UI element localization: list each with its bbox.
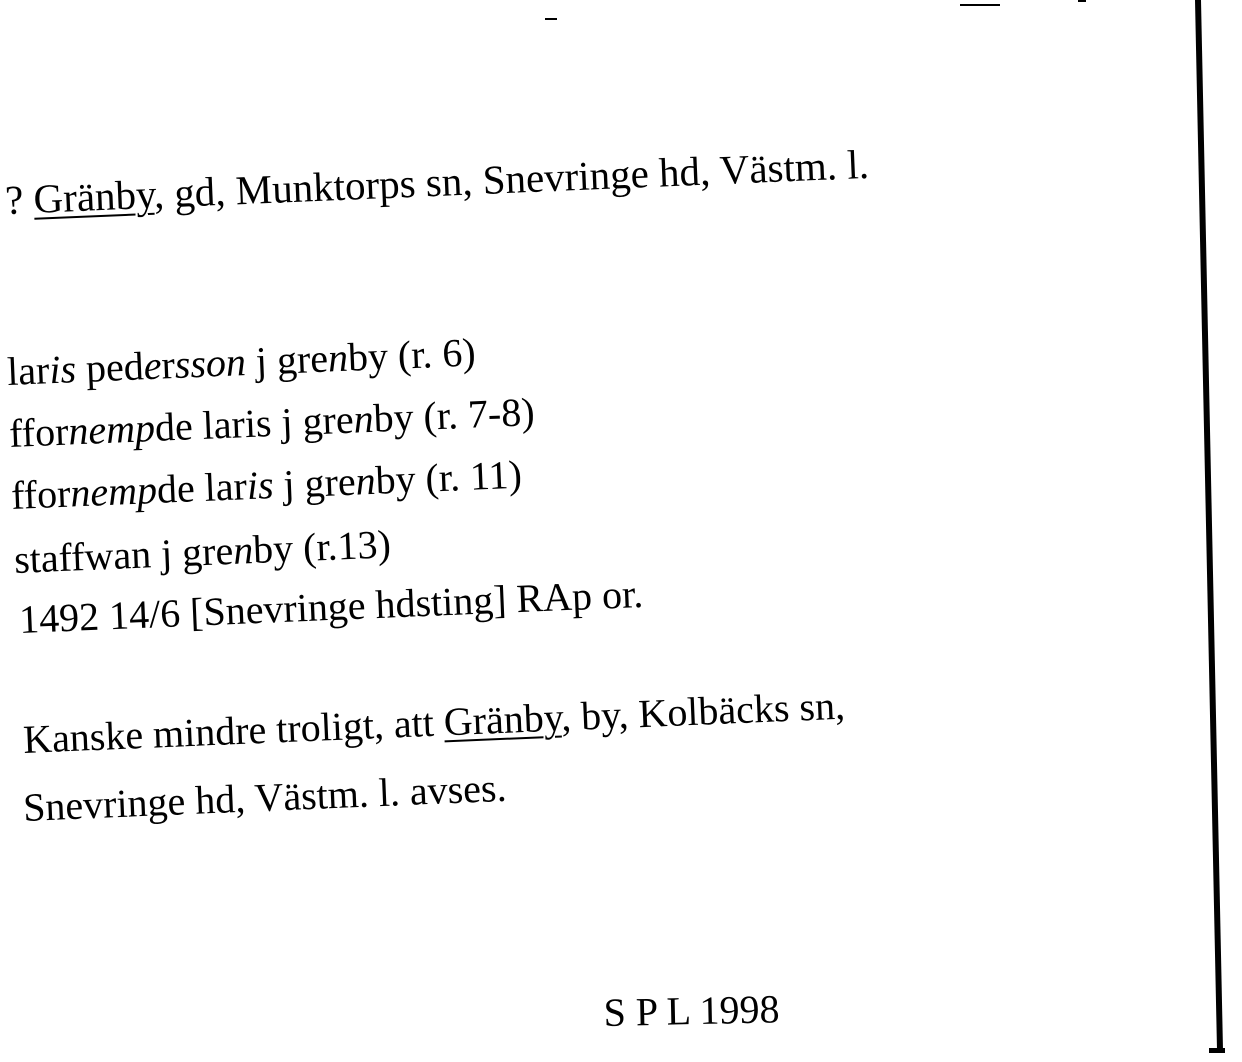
q1-e: r bbox=[160, 342, 176, 388]
q3-e: j gre bbox=[272, 458, 357, 508]
quote-line-3 bbox=[10, 451, 523, 518]
q2-c: de laris j gre bbox=[153, 396, 355, 450]
comment-pre: Kanske mindre troligt, att bbox=[22, 699, 445, 762]
q1-d: e bbox=[142, 342, 163, 389]
scan-mark-top-1 bbox=[545, 18, 557, 20]
heading-prefix: ? bbox=[4, 175, 35, 223]
q2-d: n bbox=[352, 395, 375, 442]
scan-border-line bbox=[1195, 0, 1229, 1062]
comment-post: , by, Kolbäcks sn, bbox=[560, 682, 846, 740]
q1-g: j gre bbox=[244, 335, 329, 384]
q3-d: is bbox=[245, 462, 275, 509]
heading-place-name: Gränby bbox=[32, 170, 155, 222]
comment-place-name: Gränby bbox=[442, 694, 563, 745]
scan-mark-top-2 bbox=[960, 4, 1000, 6]
heading-location: , gd, Munktorps sn, Snevringe hd, Västm. l. bbox=[152, 140, 870, 217]
q1-h: n bbox=[326, 334, 349, 381]
q4-b: n bbox=[232, 527, 255, 573]
q3-a: ffor bbox=[10, 470, 72, 518]
q1-i: by (r. 6) bbox=[346, 329, 477, 380]
quote-line-2 bbox=[8, 389, 536, 456]
entry-heading bbox=[4, 140, 870, 223]
q1-c: ped bbox=[75, 343, 145, 392]
comment-line-1 bbox=[22, 682, 846, 762]
q4-a: staffwan j gre bbox=[13, 527, 235, 582]
q3-f: n bbox=[354, 457, 377, 504]
signature: S P L 1998 bbox=[603, 986, 780, 1035]
q2-a: ffor bbox=[8, 408, 70, 456]
q1-a: lar bbox=[6, 347, 51, 394]
q4-c: by (r.13) bbox=[252, 521, 392, 572]
quote-line-4 bbox=[13, 521, 392, 582]
q3-b: nemp bbox=[69, 466, 158, 516]
scan-mark-top-3 bbox=[1078, 0, 1086, 2]
quote-line-1 bbox=[6, 329, 477, 394]
q2-e: by (r. 7-8) bbox=[372, 389, 536, 441]
q2-b: nemp bbox=[67, 404, 156, 454]
q3-g: by (r. 11) bbox=[374, 451, 523, 503]
comment-line-2: Snevringe hd, Västm. l. avses. bbox=[22, 764, 508, 830]
quote-source: 1492 14/6 [Snevringe hdsting] RAp or. bbox=[18, 570, 644, 642]
q3-c: de lar bbox=[155, 463, 248, 512]
q1-f: sson bbox=[173, 339, 247, 387]
q1-b: is bbox=[48, 346, 77, 393]
